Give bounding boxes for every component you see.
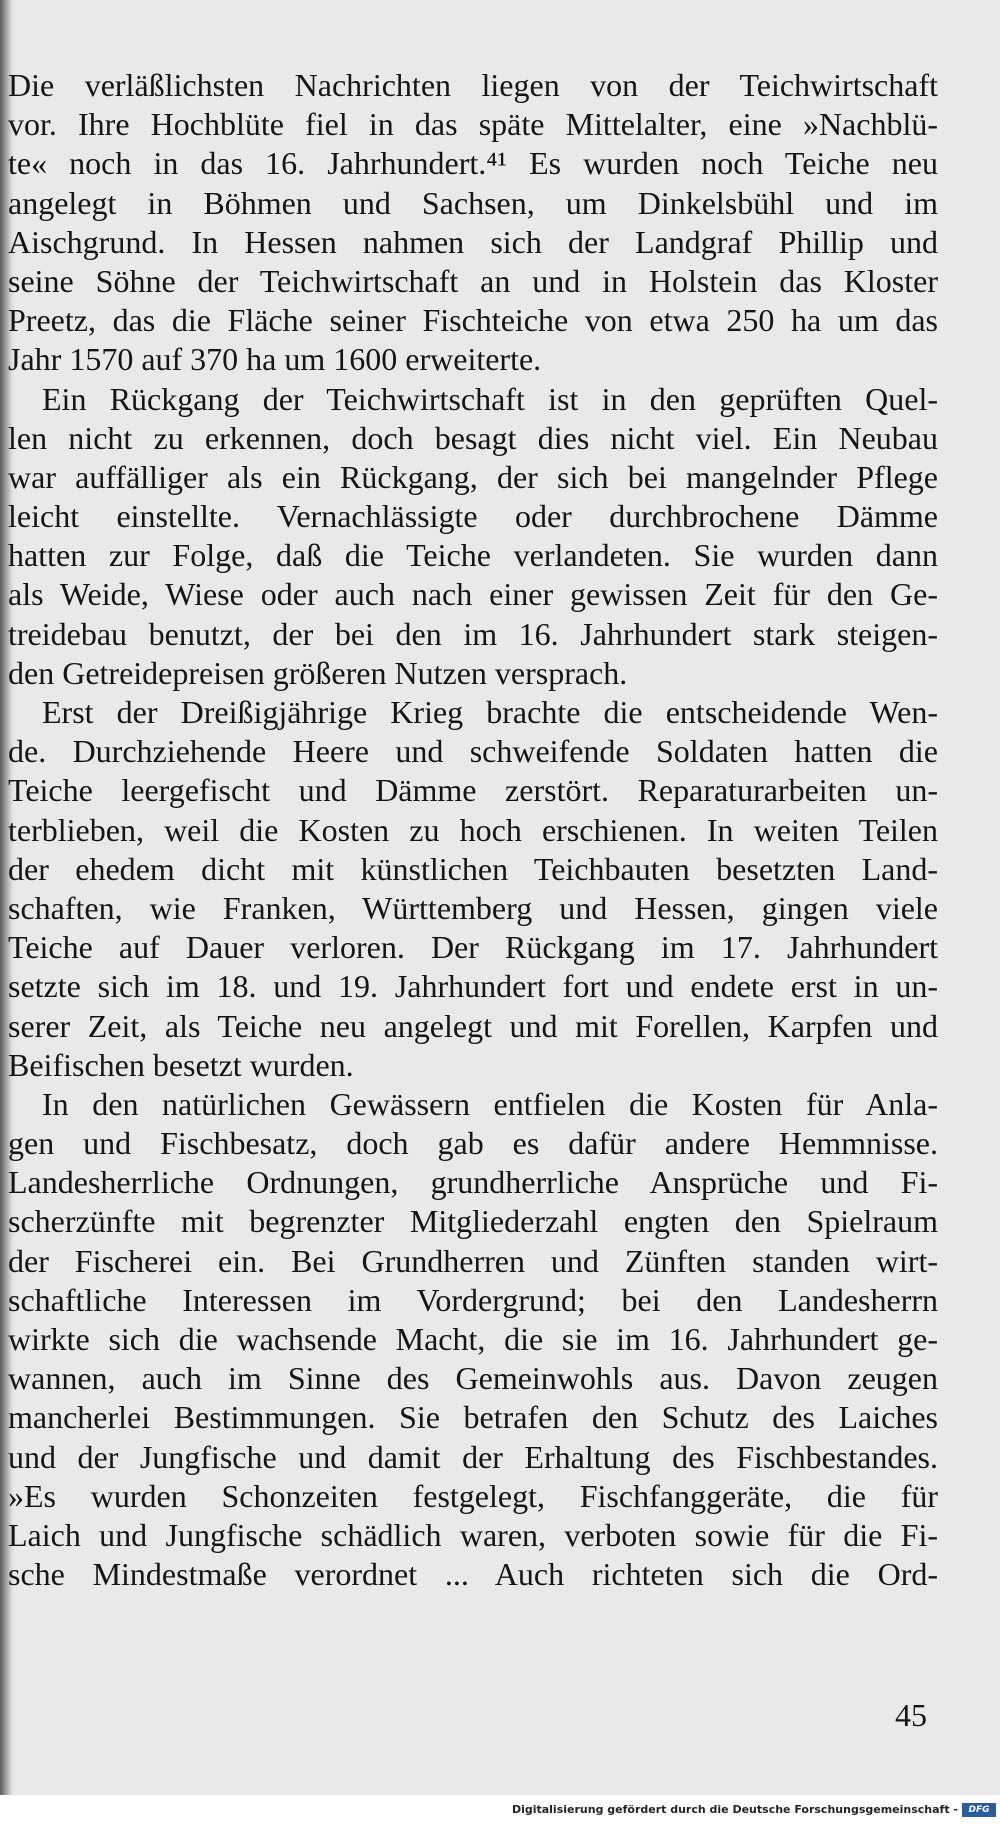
text-line: Laich und Jungfische schädlich waren, verboten sowie für die Fi- (8, 1516, 938, 1553)
text-line: schaftliche Interessen im Vordergrund; bei den Landesherrn (8, 1281, 938, 1318)
dfg-logo-icon: DFG (962, 1803, 996, 1817)
text-line: seine Söhne der Teichwirtschaft an und in Holstein das Kloster (8, 262, 938, 299)
text-line: sche Mindestmaße verordnet ... Auch richteten sich die Ord- (8, 1556, 938, 1593)
text-line: de. Durchziehende Heere und schweifende Soldaten hatten die (8, 733, 938, 770)
body-text (8, 66, 938, 1594)
text-line: Teiche leergefischt und Dämme zerstört. Reparaturarbeiten un- (8, 772, 938, 809)
text-line: wannen, auch im Sinne des Gemeinwohls aus. Davon zeugen (8, 1360, 938, 1397)
text-line: setzte sich im 18. und 19. Jahrhundert fort und endete erst in un- (8, 968, 938, 1005)
text-line: mancherlei Bestimmungen. Sie betrafen den Schutz des Laiches (8, 1399, 938, 1436)
text-line: serer Zeit, als Teiche neu angelegt und mit Forellen, Karpfen und (8, 1007, 938, 1044)
text-line: gen und Fischbesatz, doch gab es dafür andere Hemmnisse. (8, 1125, 938, 1162)
text-line: wirkte sich die wachsende Macht, die sie im 16. Jahrhundert ge- (8, 1321, 938, 1357)
text-line: den Getreidepreisen größeren Nutzen versprach. (8, 654, 628, 691)
text-line: hatten zur Folge, daß die Teiche verlandeten. Sie wurden dann (8, 537, 938, 574)
text-line: Beifischen besetzt wurden. (8, 1046, 354, 1083)
text-line: war auffälliger als ein Rückgang, der sich bei mangelnder Pflege (8, 458, 938, 495)
text-line: Landesherrliche Ordnungen, grundherrliche Ansprüche und Fi- (8, 1164, 938, 1201)
text-line: len nicht zu erkennen, doch besagt dies nicht viel. Ein Neubau (8, 419, 938, 456)
text-line: In den natürlichen Gewässern entfielen die Kosten für Anla- (42, 1085, 938, 1122)
text-line: Jahr 1570 auf 370 ha um 1600 erweiterte. (8, 341, 542, 378)
text-line: Erst der Dreißigjährige Krieg brachte die entscheidende Wen- (42, 694, 938, 730)
text-line: leicht einstellte. Vernachlässigte oder durchbrochene Dämme (8, 498, 938, 535)
text-line: Die verläßlichsten Nachrichten liegen von der Teichwirtschaft (8, 67, 938, 103)
text-line: Ein Rückgang der Teichwirtschaft ist in den geprüften Quel- (42, 380, 938, 417)
text-line: der ehedem dicht mit künstlichen Teichbauten besetzten Land- (8, 850, 938, 887)
text-line: angelegt in Böhmen und Sachsen, um Dinkelsbühl und im (8, 184, 938, 221)
text-line: der Fischerei ein. Bei Grundherren und Zünften standen wirt- (8, 1242, 938, 1279)
text-line: scherzünfte mit begrenzter Mitgliederzahl engten den Spielraum (8, 1203, 938, 1240)
text-line: Teiche auf Dauer verloren. Der Rückgang im 17. Jahrhundert (8, 929, 938, 966)
text-line: vor. Ihre Hochblüte fiel in das späte Mittelalter, eine »Nachblü- (8, 106, 938, 143)
text-line: schaften, wie Franken, Württemberg und Hessen, gingen viele (8, 889, 938, 926)
footer-credit-text: Digitalisierung gefördert durch die Deutsche Forschungsgemeinschaft - (511, 1803, 958, 1816)
text-line: treidebau benutzt, der bei den im 16. Jahrhundert stark steigen- (8, 615, 938, 652)
digitization-footer (0, 1795, 1000, 1825)
text-line: te« noch in das 16. Jahrhundert.⁴¹ Es wurden noch Teiche neu (8, 145, 938, 182)
text-line: »Es wurden Schonzeiten festgelegt, Fischfanggeräte, die für (8, 1477, 938, 1514)
page-number: 45 (895, 1697, 927, 1733)
text-line: terblieben, weil die Kosten zu hoch erschienen. In weiten Teilen (8, 811, 938, 848)
text-line: als Weide, Wiese oder auch nach einer gewissen Zeit für den Ge- (8, 576, 938, 613)
text-line: und der Jungfische und damit der Erhaltung des Fischbestandes. (8, 1438, 938, 1475)
text-line: Preetz, das die Fläche seiner Fischteiche von etwa 250 ha um das (8, 302, 938, 339)
text-line: Aischgrund. In Hessen nahmen sich der Landgraf Phillip und (8, 223, 938, 260)
